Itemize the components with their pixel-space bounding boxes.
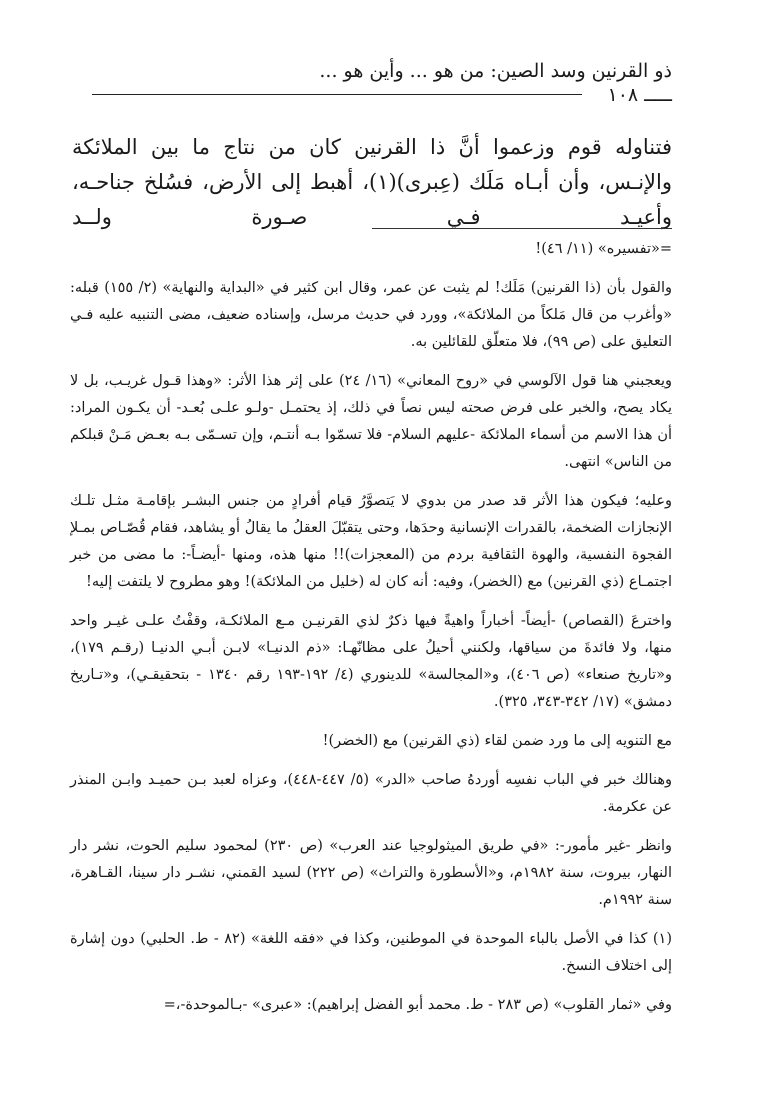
main-paragraph: فتناوله قوم وزعموا أنَّ ذا القرنين كان من نتاج ما بين الملائكة والإنـس، وأن أبـاه مَلَك (عِبرى)(١)، أهبط إلى الأرض، فسُلخ جناحـه، وأعيـد فـي صـورة ولــد: [72, 135, 672, 229]
footnotes: [70, 236, 672, 1031]
page-number: ـــــ ١٠٨: [607, 84, 672, 106]
footnote-paragraph: والقول بأن (ذا القرنين) مَلَك! لم يثبت عن عمر، وقال ابن كثير في «البداية والنهاية» (٢/ ١٥٥) قبله: «وأغرب من قال مَلكاً من الملائكة»، وورد في حديث مرسل، وإسناده ضعيف، مضى التنبيه عليه فـي التعليق على (ص ٩٩)، فلا متعلّق للقائلين به.: [70, 280, 672, 350]
footnote-paragraph: ويعجبني هنا قول الآلوسي في «روح المعاني» (١٦/ ٢٤) على إثر هذا الأثر: «وهذا قـول غريـب، بل لا يكاد يصح، والخبر على فرض صحته ليس نصاً في ذلك، إذ يحتمـل -ولـو علـى بُعـد- أن يكـون المراد: أن هذا الاسم من أسماء الملائكة -عليهم السلام- فلا تسمّوا بـه أنتـم، وإن تسـمّى بـه بعـض مَـنْ قبلكم من الناس» انتهى.: [70, 373, 673, 470]
footnote-separator: [372, 228, 672, 229]
header-rule: [92, 94, 582, 95]
footnote-continuation: =«تفسيره» (١١/ ٤٦)!: [535, 241, 672, 257]
running-title: ذو القرنين وسد الصين: من هو ... وأين هو ...: [319, 60, 672, 82]
footnote-paragraph: وهنالك خبر في الباب نفسِه أوردهُ صاحب «الدر» (٥/ ٤٤٧-٤٤٨)، وعزاه لعبد بـن حميـد وابـن المنذر عن عكرمة.: [70, 772, 673, 815]
footnote-1: (١) كذا في الأصل بالباء الموحدة في الموطنين، وكذا في «فقه اللغة» (٨٢ - ط. الحلبي) دون إشارة إلى اختلاف النسخ.: [70, 931, 672, 974]
footnote-paragraph: وانظر -غير مأمور-: «في طريق الميثولوجيا عند العرب» (ص ٢٣٠) لمحمود سليم الحوت، نشر دار النهار، بيروت، سنة ١٩٨٢م، و«الأسطورة والتراث» (ص ٢٢٢) لسيد القمني، نشـر دار سينا، القـاهرة، سنة ١٩٩٢م.: [70, 838, 672, 908]
footnote-paragraph: وفي «ثمار القلوب» (ص ٢٨٣ - ط. محمد أبو الفضل إبراهيم): «عبرى» -بـالموحدة-،=: [163, 997, 672, 1013]
footnote-paragraph: وعليه؛ فيكون هذا الأثر قد صدر من بدوي لا يَتصوَّرُ قيام أفرادٍ من جنس البشـر بإقامـة مثـل تلـك الإنجازات الضخمة، بالقدرات الإنسانية وحدَها، وحتى يتقبّلَ العقلُ ما يقالُ أو يشاهد، فقام قُصّـاص بمـلإ الفجوة النفسية، والهوة الثقافية بردم من (المعجزات)!! منها هذه، ومنها -أيضـاً-: ما مضى من خبر اجتمـاع (ذي القرنين) مع (الخضر)، وفيه: أنه كان له (خليل من الملائكة)! وهو مطروح لا يلتفت إليه!: [70, 493, 672, 590]
footnote-paragraph: واخترعَ (القصاص) -أيضاً- أخباراً واهيةً فيها ذكرٌ لذي القرنيـن مـع الملائكـة، وقفْتُ علـى غيـر واحد منها، ولا فائدةَ من سياقها، ولكنني أحيلُ على مظانّهـا: «ذم الدنيـا» لابـن أبـي الدنيـا (رقـم ١٧٩)، و«تاريخ صنعاء» (ص ٤٠٦)، و«المجالسة» للدينوري (٤/ ١٩٢-١٩٣ رقم ١٣٤٠ - بتحقيقـي)، و«تـاريخ دمشق» (١٧/ ٣٤٢-٣٤٣، ٣٢٥).: [70, 613, 673, 710]
footnote-paragraph: مع التنويه إلى ما ورد ضمن لقاء (ذي القرنين) مع (الخضر)!: [322, 733, 672, 749]
